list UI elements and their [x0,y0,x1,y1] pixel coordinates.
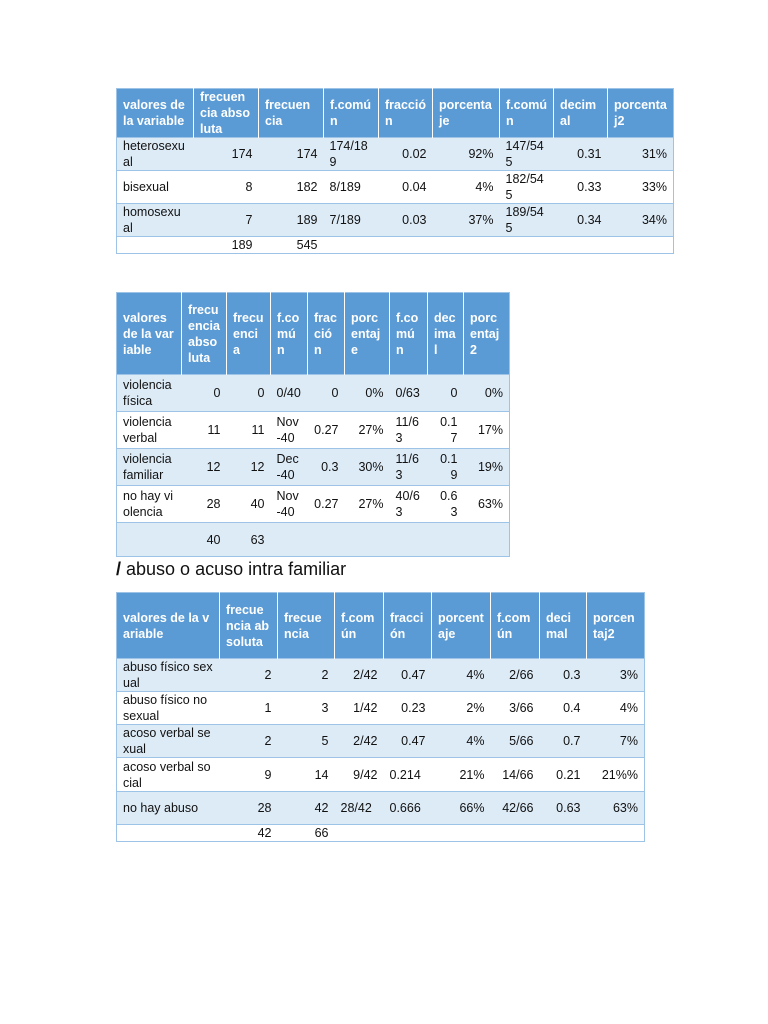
table-cell: homosexual [117,204,194,237]
table-cell: 0.04 [379,171,433,204]
table-cell [433,237,500,254]
column-header: f.común [335,593,384,659]
table-cell: 0 [308,375,345,412]
column-header: fracción [308,293,345,375]
table-cell: 0 [227,375,271,412]
total-cell: 63 [227,523,271,557]
table-cell: 11/63 [390,412,428,449]
table-cell: Nov-40 [271,486,308,523]
table-cell: violencia física [117,375,182,412]
total-cell: 545 [259,237,324,254]
table-cell: 0.17 [428,412,464,449]
table-cell: 0.47 [384,725,432,758]
table-cell: 0.34 [554,204,608,237]
table-cell: 63% [587,792,645,825]
table-cell [464,523,510,557]
table-cell: 0.3 [540,659,587,692]
total-cell: 66 [278,825,335,842]
column-header: frecuencia absoluta [220,593,278,659]
table-cell: 0.27 [308,486,345,523]
heading-text: abuso o acuso intra familiar [121,559,347,579]
table-row [117,692,645,725]
table-cell [390,523,428,557]
table-cell: 2/42 [335,659,384,692]
table-cell: 2/66 [491,659,540,692]
table-cell: 0.27 [308,412,345,449]
table-cell: 19% [464,449,510,486]
table-cell [491,825,540,842]
table-cell: 3 [278,692,335,725]
column-header: frecuencia absoluta [194,89,259,138]
column-header: decimal [428,293,464,375]
table-cell: 37% [433,204,500,237]
table-cell: 174/189 [324,138,379,171]
table-cell [379,237,433,254]
column-header: porcentaj2 [608,89,674,138]
table-cell: 5 [278,725,335,758]
table-cell: 0.33 [554,171,608,204]
table-total-row [117,523,510,557]
table-cell: 182/545 [500,171,554,204]
table-row [117,486,510,523]
total-cell: 189 [194,237,259,254]
table-cell: 7% [587,725,645,758]
table-cell [117,523,182,557]
table-cell: 147/545 [500,138,554,171]
table-sexual-orientation [116,88,674,254]
table-cell: 92% [433,138,500,171]
table-cell [324,237,379,254]
table-cell [117,825,220,842]
table-cell: 3% [587,659,645,692]
column-header: f.común [271,293,308,375]
table-cell: 0 [428,375,464,412]
table-cell [554,237,608,254]
table-cell: 11/63 [390,449,428,486]
column-header: frecuencia [227,293,271,375]
table-cell: 5/66 [491,725,540,758]
table-cell [608,237,674,254]
table-cell: 0 [182,375,227,412]
table-cell: 14/66 [491,758,540,792]
table-cell: 27% [345,486,390,523]
table-cell: Dec-40 [271,449,308,486]
column-header: frecuencia absoluta [182,293,227,375]
table-row [117,449,510,486]
table-cell: 1 [220,692,278,725]
table-cell: 28 [220,792,278,825]
column-header: porcentaj2 [587,593,645,659]
table-cell: 28 [182,486,227,523]
table-cell: bisexual [117,171,194,204]
table-cell: abuso físico sexual [117,659,220,692]
table-cell: 34% [608,204,674,237]
table-cell [335,825,384,842]
table-cell: 33% [608,171,674,204]
table-cell: 4% [432,725,491,758]
table-cell: 0.19 [428,449,464,486]
table-total-row [117,237,674,254]
column-header: porcentaje [433,89,500,138]
column-header: fracción [379,89,433,138]
table-cell: 2 [220,659,278,692]
table-row [117,725,645,758]
table-cell: violencia verbal [117,412,182,449]
table-cell: 0.3 [308,449,345,486]
table-cell: 11 [182,412,227,449]
table-cell: 0% [464,375,510,412]
table-cell: 189 [259,204,324,237]
table-cell: 40 [227,486,271,523]
table-cell: 174 [194,138,259,171]
table-cell: violencia familiar [117,449,182,486]
table-row [117,792,645,825]
table-cell: 9/42 [335,758,384,792]
table-row [117,375,510,412]
column-header: valores de la variable [117,293,182,375]
table-cell [271,523,308,557]
table-cell: 12 [227,449,271,486]
table-cell: 0.63 [540,792,587,825]
table-cell [117,237,194,254]
table-row [117,758,645,792]
table-cell: heterosexual [117,138,194,171]
table-violence [116,292,510,557]
table-header-row [117,293,510,375]
column-header: valores de la variable [117,89,194,138]
table-row [117,204,674,237]
table-cell [500,237,554,254]
table-cell: 0.03 [379,204,433,237]
table-cell: 42 [278,792,335,825]
table-cell [587,825,645,842]
table-cell: 1/42 [335,692,384,725]
table-cell: 40/63 [390,486,428,523]
table-cell [540,825,587,842]
table-cell: 2 [278,659,335,692]
table-cell: 7/189 [324,204,379,237]
table-cell: 9 [220,758,278,792]
table-total-row [117,825,645,842]
table-cell: 4% [587,692,645,725]
column-header: f.común [500,89,554,138]
table-cell: acoso verbal sexual [117,725,220,758]
table-cell: 0.7 [540,725,587,758]
table-cell: 42/66 [491,792,540,825]
column-header: porcentaj2 [464,293,510,375]
table-cell: 0% [345,375,390,412]
table-row [117,138,674,171]
table-cell: 30% [345,449,390,486]
table-cell: 27% [345,412,390,449]
table-cell: 0.23 [384,692,432,725]
table-cell: 0.214 [384,758,432,792]
table-cell: no hay violencia [117,486,182,523]
total-cell: 42 [220,825,278,842]
table-row [117,171,674,204]
section-heading [116,557,346,581]
column-header: porcentaje [432,593,491,659]
table-row [117,412,510,449]
table-cell: 31% [608,138,674,171]
table-cell [384,825,432,842]
column-header: fracción [384,593,432,659]
table-cell: 12 [182,449,227,486]
column-header: frecuencia [278,593,335,659]
table-header-row [117,593,645,659]
table-cell: 0.02 [379,138,433,171]
table-cell: 0.47 [384,659,432,692]
table-cell: 3/66 [491,692,540,725]
table-cell: no hay abuso [117,792,220,825]
column-header: f.común [390,293,428,375]
column-header: porcentaje [345,293,390,375]
table-cell: 2 [220,725,278,758]
column-header: f.común [324,89,379,138]
table-cell: 17% [464,412,510,449]
table-cell [345,523,390,557]
table-cell: 8 [194,171,259,204]
table-cell: 4% [433,171,500,204]
table-row [117,659,645,692]
table-cell: Nov-40 [271,412,308,449]
heading-slash: / [116,559,122,579]
table-cell [432,825,491,842]
column-header: f.común [491,593,540,659]
table-cell: 189/545 [500,204,554,237]
table-cell: 28/42 [335,792,384,825]
table-cell: 0/40 [271,375,308,412]
table-cell: 4% [432,659,491,692]
table-cell: 0.4 [540,692,587,725]
table-cell: 7 [194,204,259,237]
column-header: decimal [540,593,587,659]
table-cell: 0/63 [390,375,428,412]
column-header: valores de la variable [117,593,220,659]
table-cell: 174 [259,138,324,171]
table-abuse [116,592,645,842]
table-cell: 0.63 [428,486,464,523]
table-cell: 0.21 [540,758,587,792]
table-cell: 0.31 [554,138,608,171]
table-cell: 14 [278,758,335,792]
table-cell: 2% [432,692,491,725]
table-cell: acoso verbal social [117,758,220,792]
table-cell: 66% [432,792,491,825]
table-cell [308,523,345,557]
column-header: decimal [554,89,608,138]
table-cell: 11 [227,412,271,449]
table-cell: 21%% [587,758,645,792]
table-cell: 8/189 [324,171,379,204]
table-header-row [117,89,674,138]
total-cell: 40 [182,523,227,557]
table-cell: 0.666 [384,792,432,825]
table-cell [428,523,464,557]
table-cell: 2/42 [335,725,384,758]
table-cell: abuso físico no sexual [117,692,220,725]
table-cell: 63% [464,486,510,523]
table-cell: 182 [259,171,324,204]
table-cell: 21% [432,758,491,792]
column-header: frecuencia [259,89,324,138]
